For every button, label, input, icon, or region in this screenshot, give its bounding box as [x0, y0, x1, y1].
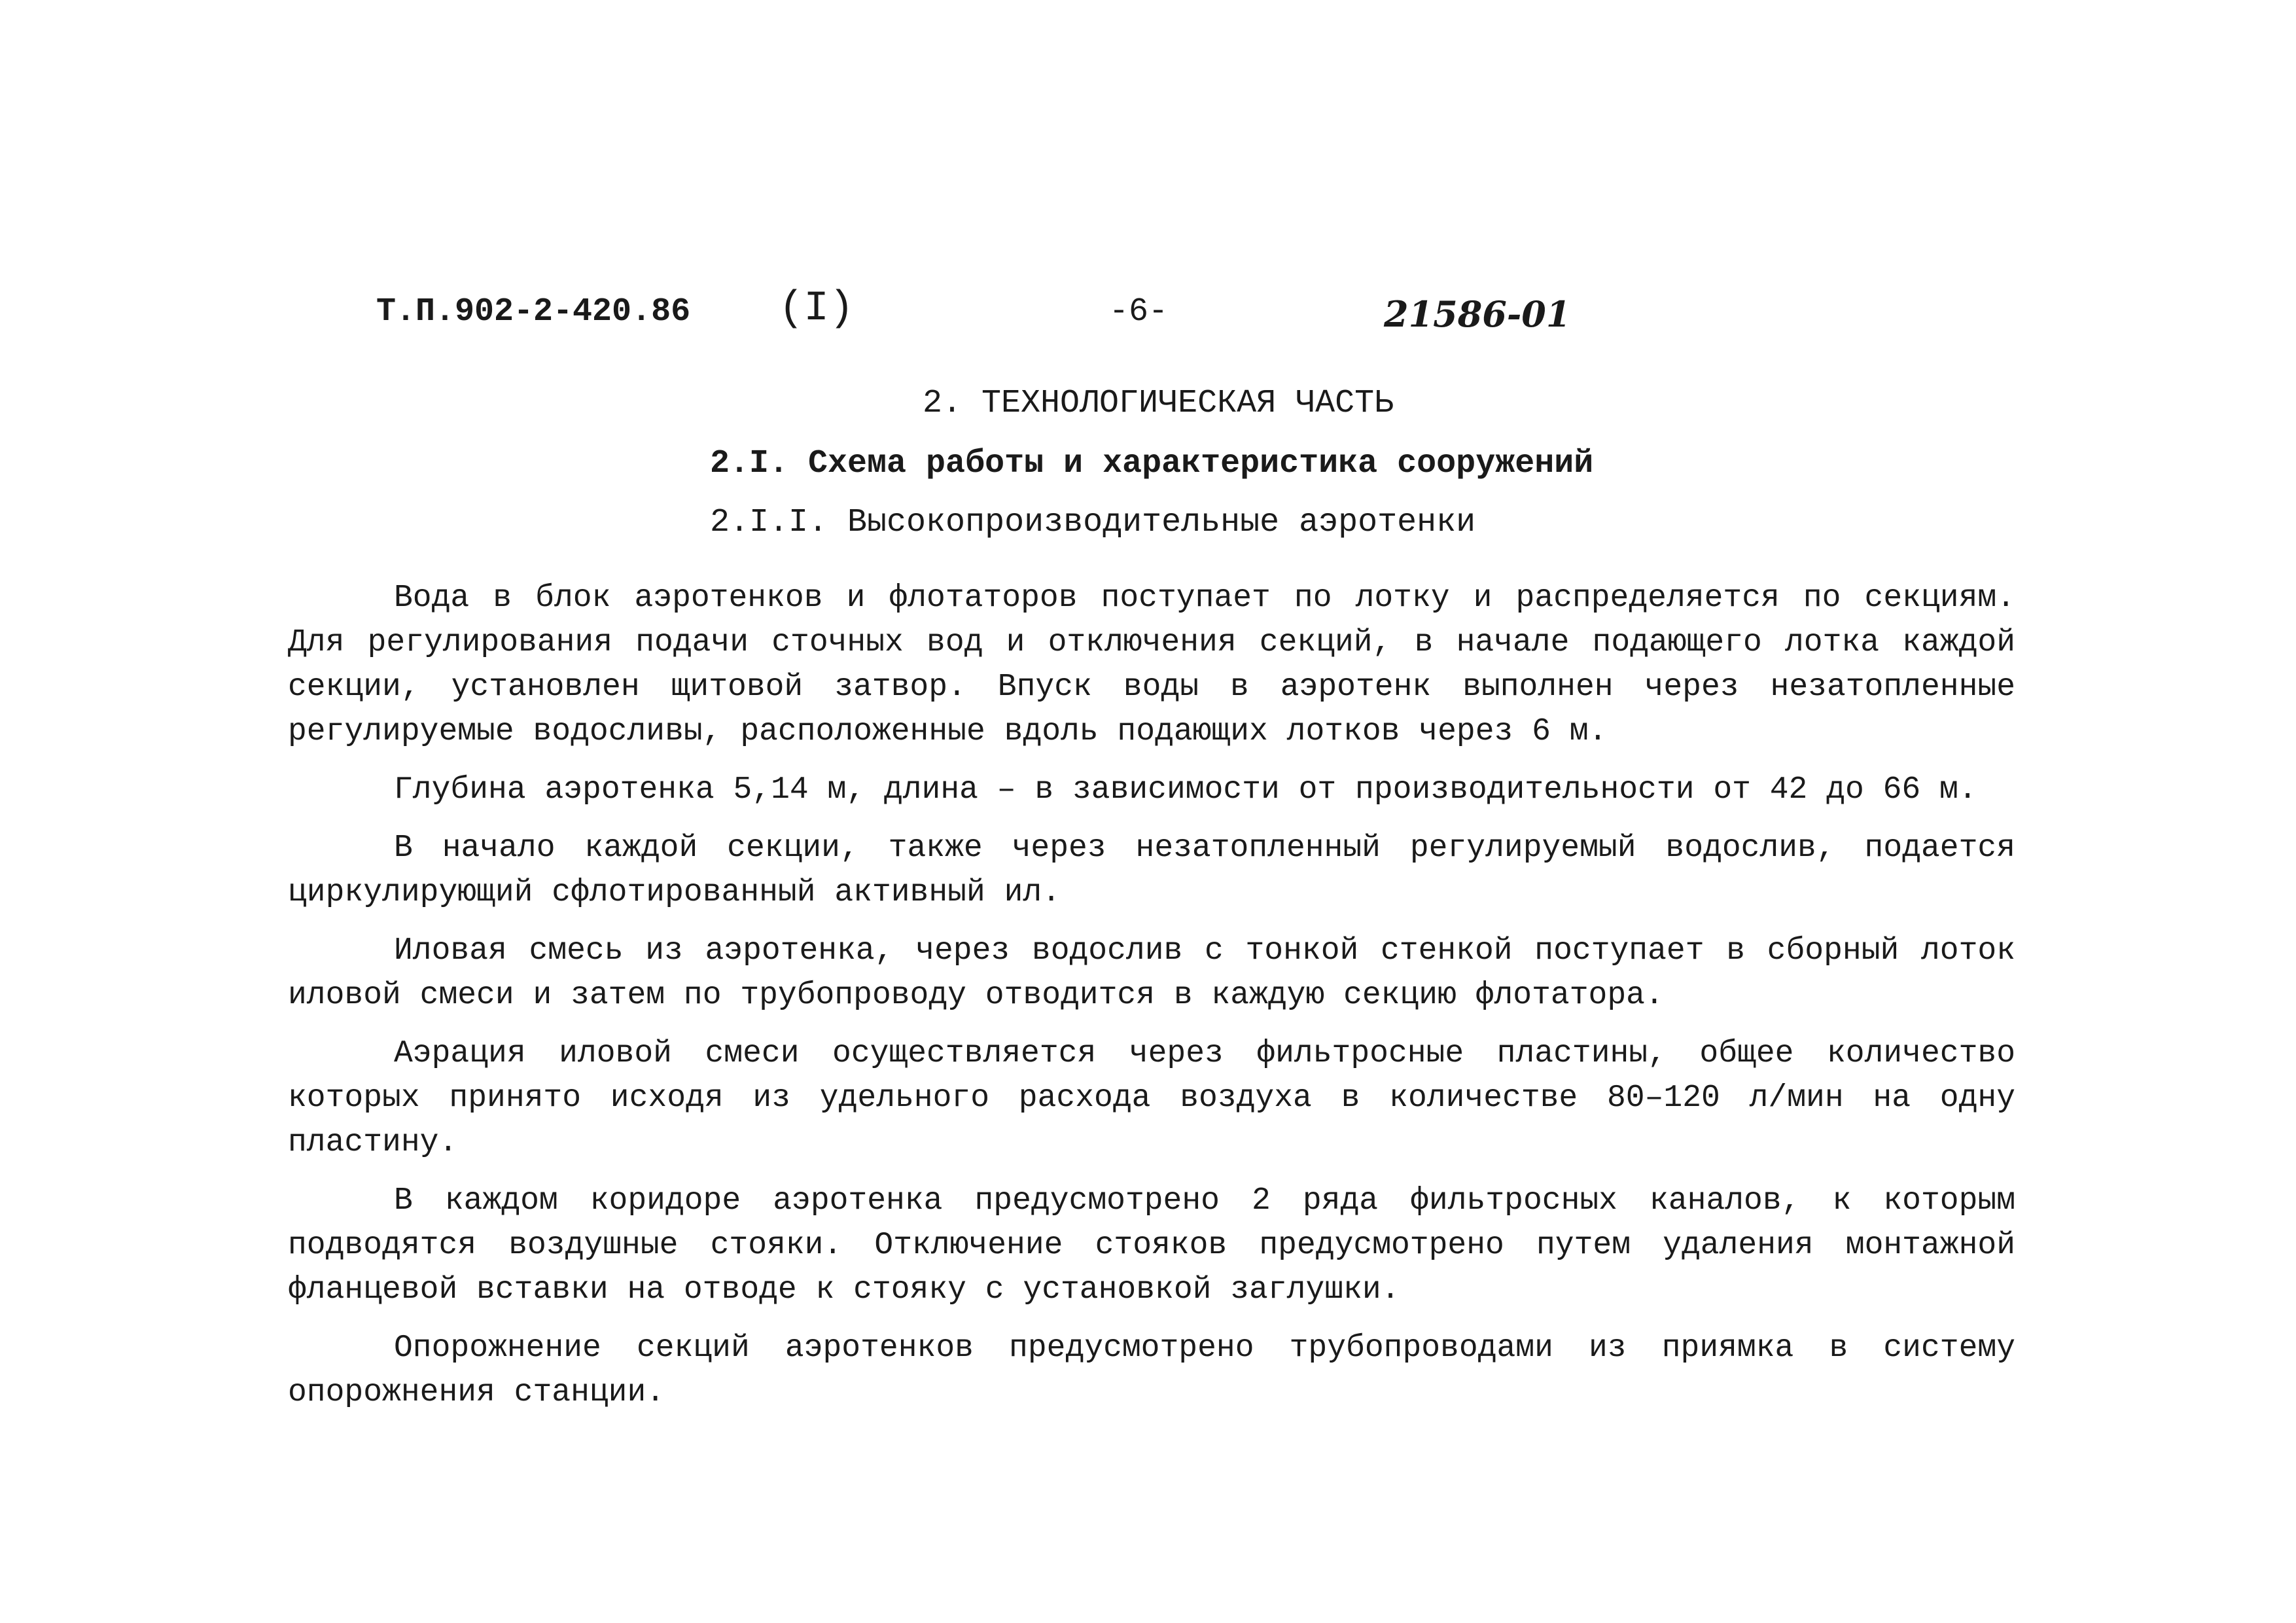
body-text	[288, 576, 2015, 1429]
paragraph-circulating-sludge: В начало каждой секции, также через незатопленный регулируемый водослив, подается циркулирующий сфлотированный активный ил.	[288, 830, 2015, 910]
inventory-number: 21586-01	[1384, 293, 1571, 335]
paragraph-sludge-mixture: Иловая смесь из аэротенка, через водослив с тонкой стенкой поступает в сборный лоток иловой смеси и затем по трубопроводу отводится в каждую секцию флотатора.	[288, 933, 2015, 1013]
page-number: -6-	[1109, 293, 1169, 330]
subsection-title: 2.I. Схема работы и характеристика сооружений	[710, 445, 1594, 482]
paragraph-water-intake: Вода в блок аэротенков и флотаторов поступает по лотку и распределяется по секциям. Для регулирования подачи сточных вод и отключения секций, в начале подающего лотка каждой секции, установлен щитовой затвор. Впуск воды в аэротенк выполнен через незатопленные регулируемые водосливы, расположенные вдоль подающих лотков через 6 м.	[288, 580, 2015, 749]
subsubsection-title: 2.I.I. Высокопроизводительные аэротенки	[710, 504, 1476, 541]
paragraph-aeration: Аэрация иловой смеси осуществляется через фильтросные пластины, общее количество которых принято исходя из удельного расхода воздуха в количестве 80–120 л/мин на одну пластину.	[288, 1036, 2015, 1160]
paragraph-draining: Опорожнение секций аэротенков предусмотрено трубопроводами из приямка в систему опорожнения станции.	[288, 1330, 2015, 1410]
section-title: 2. ТЕХНОЛОГИЧЕСКАЯ ЧАСТЬ	[923, 385, 1394, 422]
paragraph-filter-channels: В каждом коридоре аэротенка предусмотрено 2 ряда фильтросных каналов, к которым подводятся воздушные стояки. Отключение стояков предусмотрено путем удаления монтажной фланцевой вставки на отводе к стояку с установкой заглушки.	[288, 1183, 2015, 1308]
doc-code: Т.П.902-2-420.86	[376, 293, 691, 330]
paragraph-tank-depth: Глубина аэротенка 5,14 м, длина – в зависимости от производительности от 42 до 66 м.	[394, 772, 1977, 808]
volume-mark: (I)	[779, 285, 855, 332]
